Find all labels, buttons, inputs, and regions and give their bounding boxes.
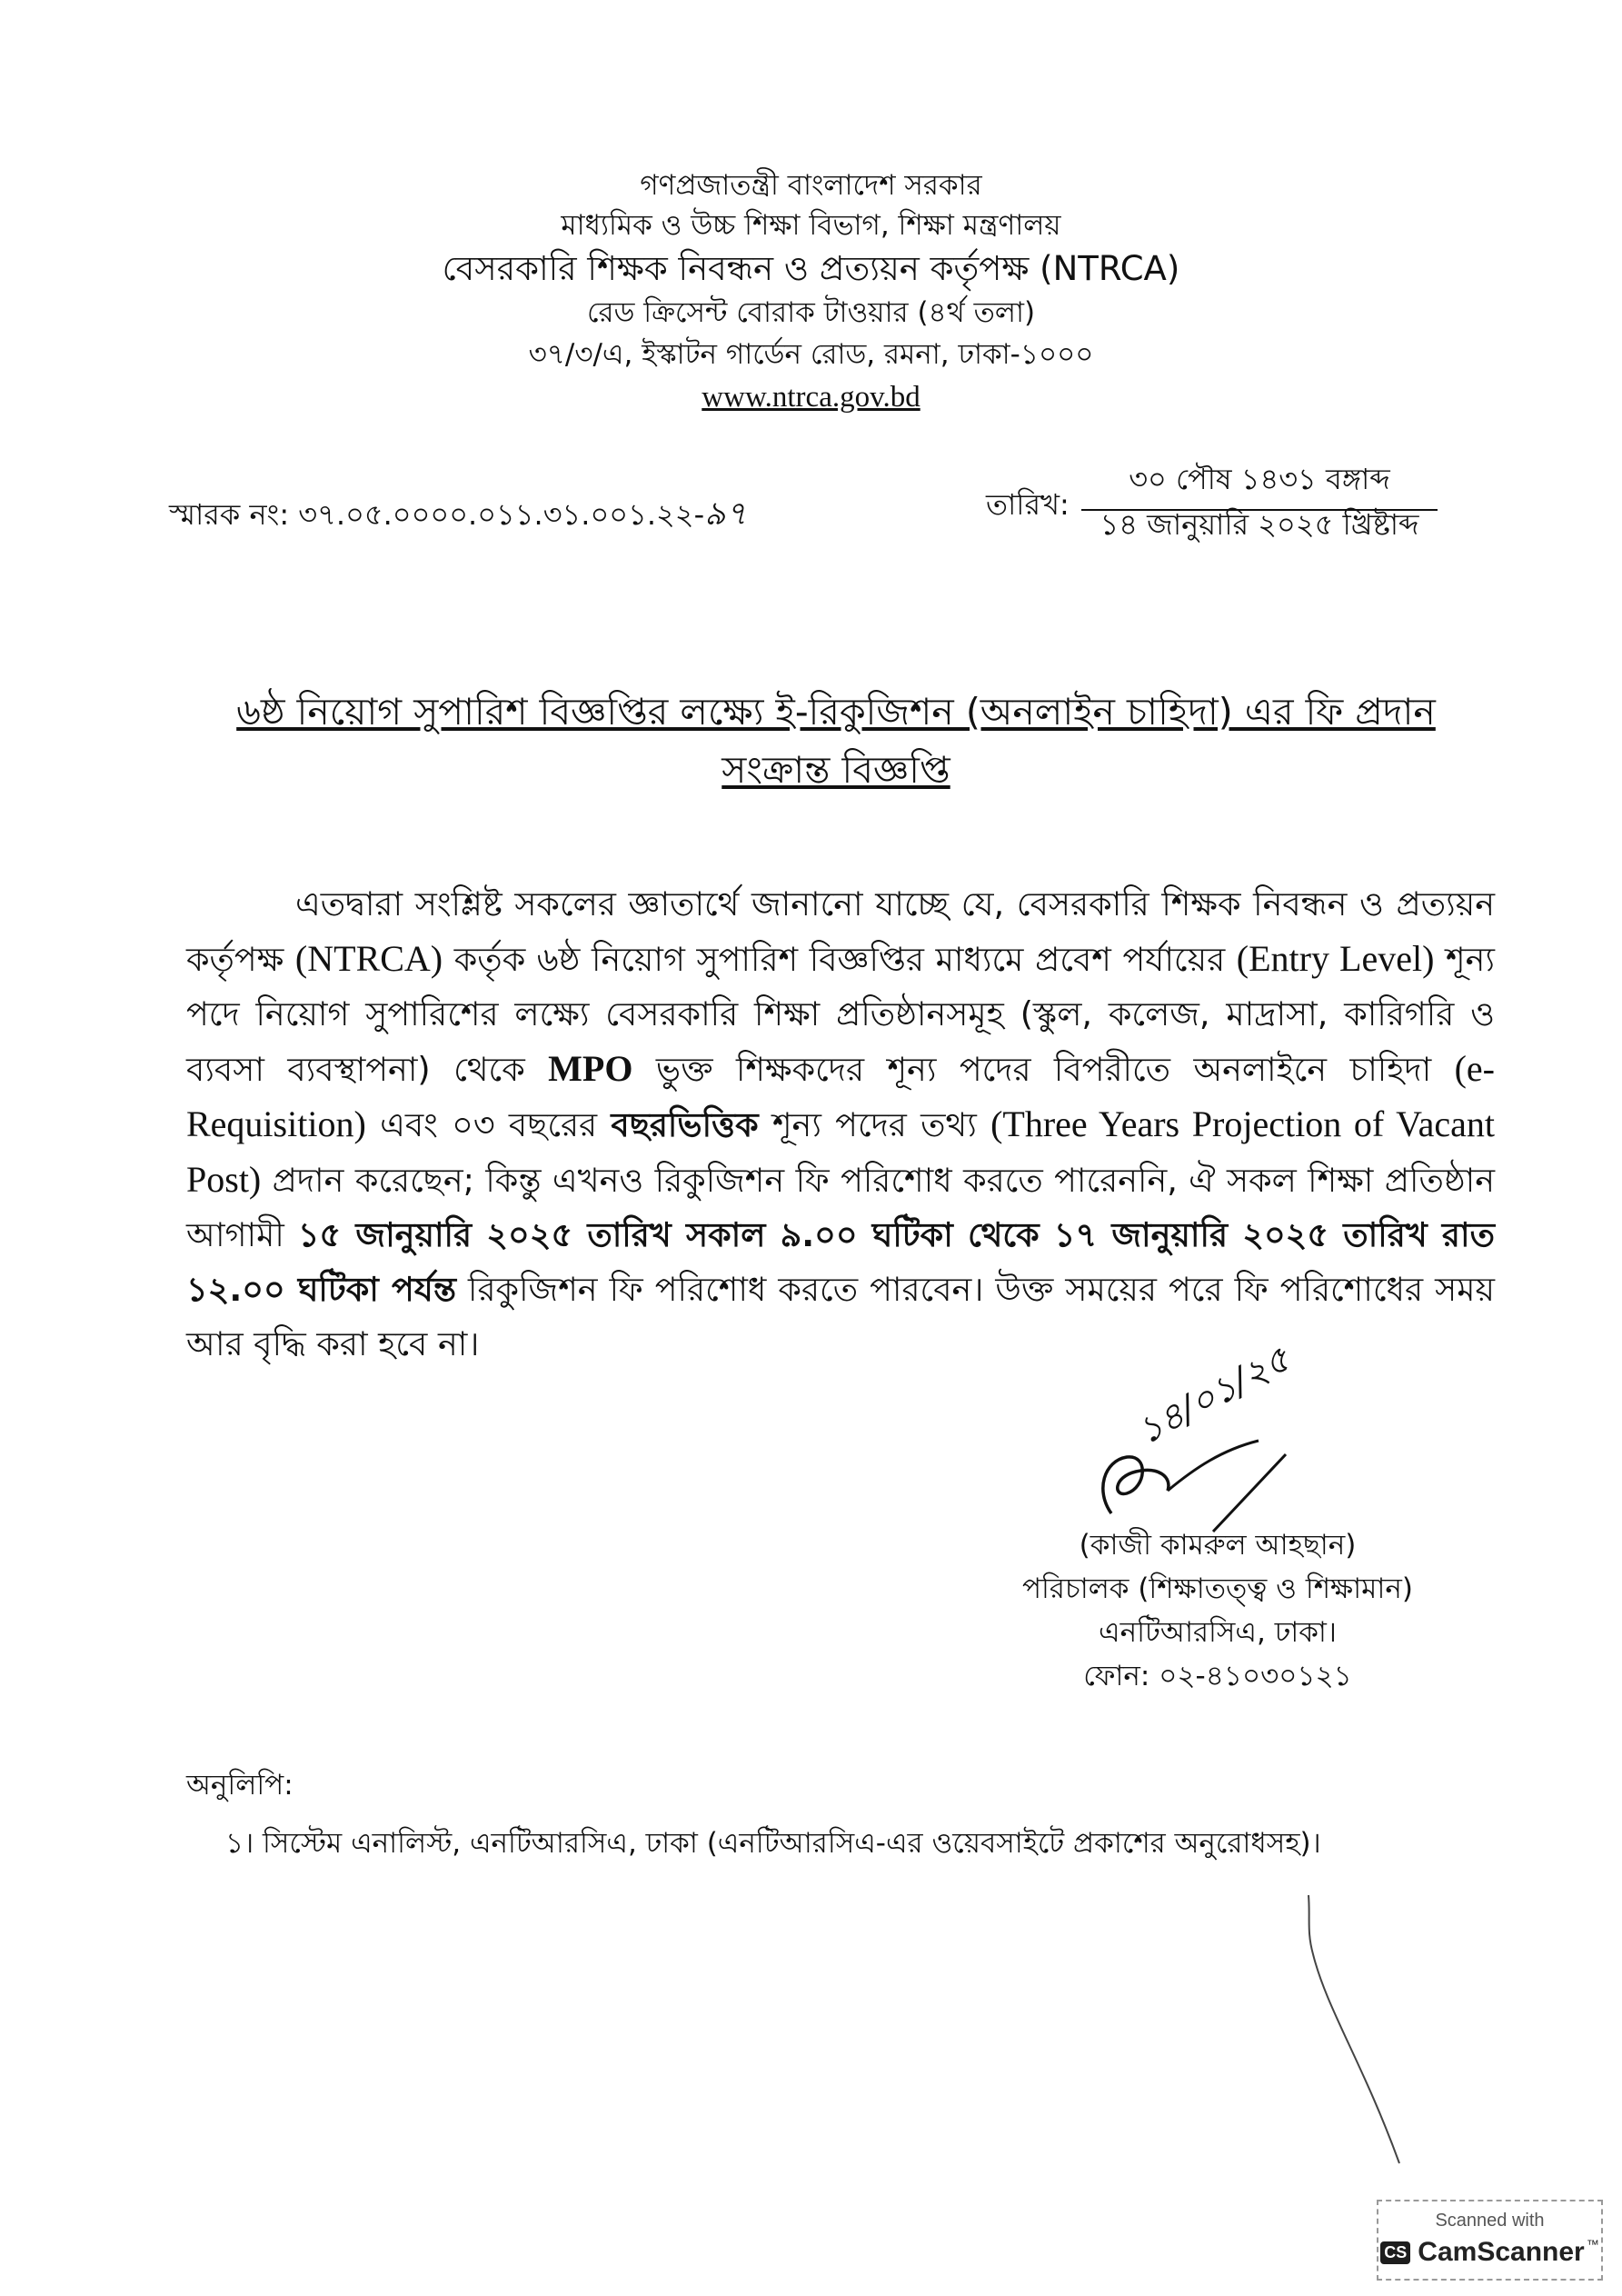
- stamp-brand: CamScanner: [1418, 2237, 1585, 2267]
- memo-value: ৩৭.০৫.০০০০.০১১.৩১.০০১.২২-: [298, 497, 705, 532]
- signatory-office: এনটিআরসিএ, ঢাকা।: [1099, 1616, 1337, 1649]
- notice-title-line1: ৬ষ্ঠ নিয়োগ সুপারিশ বিজ্ঞপ্তির লক্ষ্যে ই-রিকুজিশন (অনলাইন চাহিদা) এর ফি প্রদান: [236, 690, 1436, 734]
- body-text-5: শূন্য পদে নিয়োগ সুপারিশের লক্ষ্যে বেসরকারি শিক্ষা প্রতিষ্ঠানসমূহ (স্কুল, কলেজ, মাদ্রাসা, কারিগরি ও ব্যবসা ব্যবস্থাপনা) থেকে: [186, 940, 1495, 1089]
- signatory-name: (কাজী কামরুল আহছান): [1079, 1529, 1357, 1562]
- body-projection: (Three Years Projection of Vacant Post): [186, 1103, 1495, 1200]
- body-text-13: প্রদান করেছেন; কিন্তু এখনও রিকুজিশন ফি পরিশোধ করতে পারেননি, ঐ সকল শিক্ষা প্রতিষ্ঠান আগামী: [186, 1161, 1495, 1254]
- memo-label: স্মারক নং:: [169, 497, 290, 532]
- website-link[interactable]: www.ntrca.gov.bd: [702, 381, 920, 414]
- pen-mark: [1290, 1891, 1418, 2181]
- copy-item: ১। সিস্টেম এনালিস্ট, এনটিআরসিএ, ঢাকা (এনটিআরসিএ-এর ওয়েবসাইটে প্রকাশের অনুরোধসহ)।: [225, 1827, 1321, 1860]
- signatory-designation: পরিচালক (শিক্ষাতত্ত্ব ও শিক্ষামান): [1022, 1572, 1413, 1605]
- signature-date-handwritten: ১৪/০১/২৫: [1130, 1338, 1298, 1453]
- stamp-trademark: ™: [1586, 2237, 1599, 2251]
- camscanner-stamp: [1377, 2200, 1603, 2281]
- govt-name: গণপ্রজাতন্ত্রী বাংলাদেশ সরকার: [640, 169, 982, 202]
- website-link-row: [0, 380, 1622, 416]
- body-text-15: রিকুজিশন ফি পরিশোধ করতে পারবেন। উক্ত সময়ের পরে ফি পরিশোধের সময় আর বৃদ্ধি করা হবে না।: [186, 1270, 1495, 1363]
- body-text-3: কর্তৃক ৬ষ্ঠ নিয়োগ সুপারিশ বিজ্ঞপ্তির মাধ্যমে প্রবেশ পর্যায়ের: [443, 940, 1237, 979]
- ministry-name: মাধ্যমিক ও উচ্চ শিক্ষা বিভাগ, শিক্ষা মন্ত্রণালয়: [561, 209, 1061, 242]
- copy-label: অনুলিপি:: [186, 1769, 294, 1802]
- office-address: ৩৭/৩/এ, ইস্কাটন গার্ডেন রোড, রমনা, ঢাকা-১০০০: [528, 338, 1094, 371]
- body-ntrca: (NTRCA): [294, 938, 443, 979]
- body-e-requisition: (e-Requisition): [186, 1048, 1495, 1144]
- date-bangla: ৩০ পৌষ ১৪৩১ বঙ্গাব্দ: [1081, 456, 1438, 511]
- notice-body: [186, 877, 1495, 1372]
- signatory-phone: ফোন: ০২-৪১০৩০১২১: [1083, 1660, 1352, 1692]
- body-text-9: এবং ০৩ বছরের: [365, 1105, 612, 1144]
- camscanner-logo-icon: CS: [1380, 2241, 1410, 2264]
- stamp-caption: Scanned with: [1435, 2211, 1545, 2231]
- date-label: তারিখ:: [986, 487, 1070, 522]
- notice-title-line2: সংক্রান্ত বিজ্ঞপ্তি: [721, 747, 950, 792]
- notice-title: [209, 684, 1463, 799]
- body-yearly: বছরভিত্তিক: [611, 1105, 759, 1144]
- body-text-7: ভুক্ত শিক্ষকদের শূন্য পদের বিপরীতে অনলাইনে চাহিদা: [632, 1050, 1455, 1089]
- body-text-11: শূন্য পদের তথ্য: [758, 1105, 991, 1144]
- body-text-1: এতদ্বারা সংশ্লিষ্ট সকলের জ্ঞাতার্থে জানানো যাচ্ছে যে, বেসরকারি শিক্ষক নিবন্ধন ও প্রত্যয়ন কর্তৃপক্ষ: [186, 884, 1495, 979]
- office-building: রেড ক্রিসেন্ট বোরাক টাওয়ার (৪র্থ তলা): [586, 296, 1036, 329]
- body-deadline: ১৫ জানুয়ারি ২০২৫ তারিখ সকাল ৯.০০ ঘটিকা থেকে ১৭ জানুয়ারি ২০২৫ তারিখ রাত ১২.০০ ঘটিকা পর্যন্ত: [186, 1215, 1495, 1309]
- body-mpo: MPO: [548, 1048, 633, 1089]
- authority-name: বেসরকারি শিক্ষক নিবন্ধন ও প্রত্যয়ন কর্তৃপক্ষ (NTRCA): [442, 249, 1180, 288]
- stamp-brand-row: [1378, 2237, 1601, 2268]
- memo-number: [169, 489, 747, 544]
- body-entry-level: (Entry Level): [1236, 938, 1435, 979]
- date-gregorian: ১৪ জানুয়ারি ২০২৫ খ্রিষ্টাব্দ: [1100, 507, 1419, 542]
- memo-handwritten-suffix: ৯৭: [704, 495, 747, 533]
